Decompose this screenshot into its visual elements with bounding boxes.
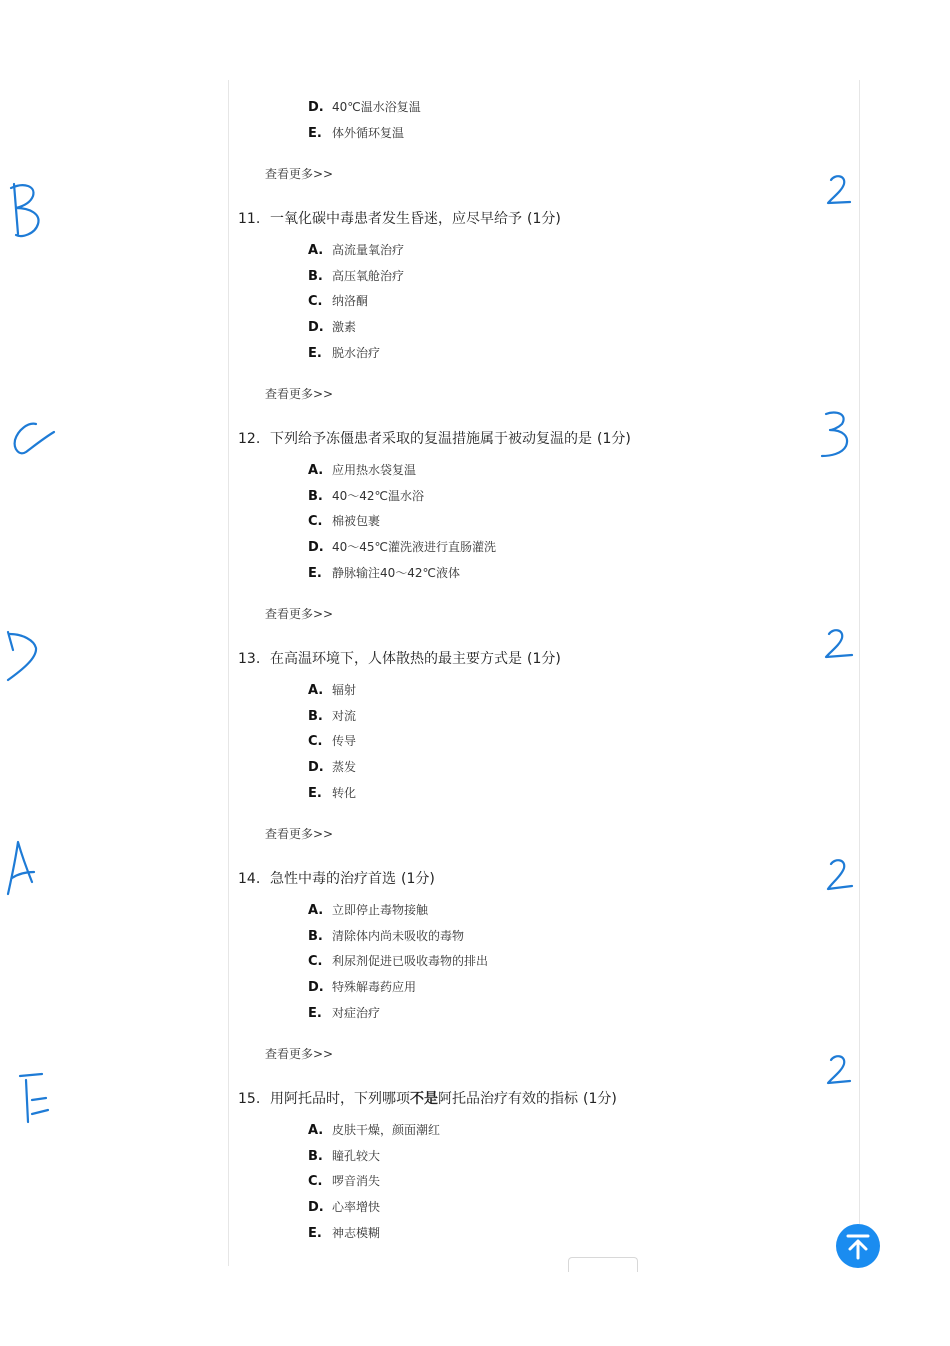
handwritten-answer-b — [6, 180, 46, 242]
option-item[interactable]: B. 对流 — [308, 709, 357, 724]
handwritten-answer-e — [18, 1070, 54, 1126]
option-item[interactable]: A. 高流量氧治疗 — [308, 243, 405, 258]
option-item[interactable]: D. 蒸发 — [308, 760, 357, 775]
option-item[interactable]: B. 40～42℃温水浴 — [308, 489, 425, 504]
view-more-link[interactable]: 查看更多>> — [265, 827, 334, 841]
option-item[interactable]: B. 高压氧舱治疗 — [308, 269, 405, 284]
option-item[interactable]: E. 神志模糊 — [308, 1226, 381, 1241]
handwritten-mark-2 — [822, 626, 856, 660]
option-item[interactable]: D. 激素 — [308, 320, 357, 335]
option-item[interactable]: A. 应用热水袋复温 — [308, 463, 417, 478]
option-item[interactable]: A. 辐射 — [308, 683, 357, 698]
view-more-link[interactable]: 查看更多>> — [265, 167, 334, 181]
arrow-up-to-line-icon — [836, 1224, 880, 1268]
content-border-left — [228, 80, 229, 1266]
option-item[interactable]: B. 瞳孔较大 — [308, 1149, 381, 1164]
handwritten-mark-3 — [818, 408, 854, 460]
option-item[interactable]: E. 静脉输注40～42℃液体 — [308, 566, 461, 581]
handwritten-answer-d — [4, 628, 44, 684]
option-item[interactable]: D. 40～45℃灌洗液进行直肠灌洗 — [308, 540, 497, 555]
question-title: 15. 用阿托品时，下列哪项不是阿托品治疗有效的指标 (1分) — [238, 1091, 617, 1107]
option-item[interactable]: A. 皮肤干燥，颜面潮红 — [308, 1123, 441, 1138]
handwritten-mark-2 — [824, 1052, 854, 1086]
option-item[interactable]: D. 特殊解毒药应用 — [308, 980, 417, 995]
option-item[interactable]: C. 利尿剂促进已吸收毒物的排出 — [308, 954, 489, 969]
option-item[interactable]: E. 体外循环复温 — [308, 126, 405, 141]
question-title: 13. 在高温环境下，人体散热的最主要方式是 (1分) — [238, 651, 561, 667]
option-item[interactable]: D. 40℃温水浴复温 — [308, 100, 421, 115]
question-title: 11. 一氧化碳中毒患者发生昏迷，应尽早给予 (1分) — [238, 211, 561, 227]
view-more-link[interactable]: 查看更多>> — [265, 607, 334, 621]
pagination-bar[interactable] — [568, 1257, 638, 1272]
option-item[interactable]: E. 脱水治疗 — [308, 346, 381, 361]
view-more-link[interactable]: 查看更多>> — [265, 1047, 334, 1061]
handwritten-mark-2 — [824, 172, 854, 206]
option-item[interactable]: C. 传导 — [308, 734, 357, 749]
handwritten-answer-c — [10, 418, 58, 462]
option-item[interactable]: B. 清除体内尚未吸收的毒物 — [308, 929, 465, 944]
option-item[interactable]: D. 心率增快 — [308, 1200, 381, 1215]
option-item[interactable]: E. 转化 — [308, 786, 357, 801]
option-item[interactable]: C. 棉被包裹 — [308, 514, 381, 529]
back-to-top-button[interactable] — [836, 1224, 880, 1268]
question-title: 12. 下列给予冻僵患者采取的复温措施属于被动复温的是 (1分) — [238, 431, 631, 447]
handwritten-mark-2 — [824, 856, 856, 892]
option-item[interactable]: C. 纳洛酮 — [308, 294, 369, 309]
content-border-right — [859, 80, 860, 1266]
emphasis-text: 不是 — [410, 1091, 438, 1107]
question-title: 14. 急性中毒的治疗首选 (1分) — [238, 871, 435, 887]
option-item[interactable]: C. 啰音消失 — [308, 1174, 381, 1189]
handwritten-answer-a — [4, 838, 40, 898]
view-more-link[interactable]: 查看更多>> — [265, 387, 334, 401]
option-item[interactable]: E. 对症治疗 — [308, 1006, 381, 1021]
option-item[interactable]: A. 立即停止毒物接触 — [308, 903, 429, 918]
